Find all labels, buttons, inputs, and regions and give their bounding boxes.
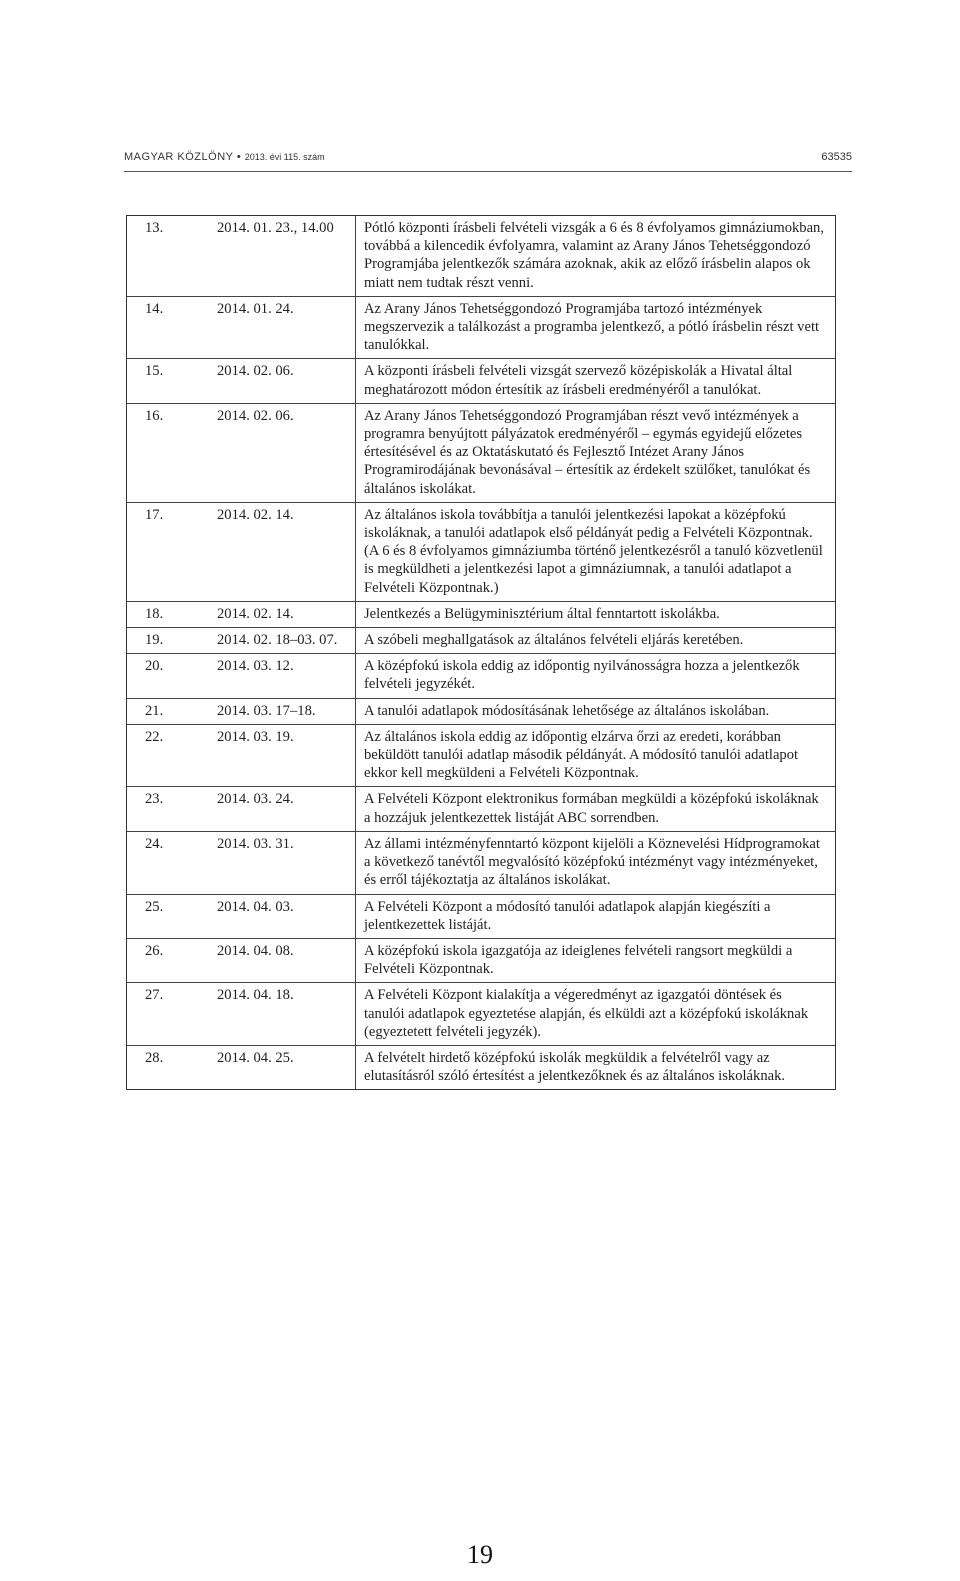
publication-info: MAGYAR KÖZLÖNY • 2013. évi 115. szám <box>124 151 325 163</box>
publication-title: MAGYAR KÖZLÖNY <box>124 151 234 163</box>
row-description: A felvételt hirdető középfokú iskolák megküldik a felvételről vagy az elutasításról szóló értesítést a jelentkezőknek és az általános iskoláknak. <box>355 1046 835 1089</box>
row-description: A központi írásbeli felvételi vizsgát szervező középiskolák a Hivatal által meghatározott módon értesítik az írásbeli eredményéről a tanulókat. <box>355 359 835 402</box>
row-date: 2014. 03. 12. <box>217 658 294 675</box>
row-date: 2014. 03. 31. <box>217 835 294 852</box>
row-description: A Felvételi Központ a módosító tanulói adatlapok alapján kiegészíti a jelentkezettek listáját. <box>355 895 835 938</box>
row-number: 20. <box>145 658 164 675</box>
row-date: 2014. 02. 18–03. 07. <box>217 632 338 649</box>
table-row <box>127 216 835 296</box>
table-row <box>127 894 835 938</box>
row-description: A középfokú iskola igazgatója az ideiglenes felvételi rangsort megküldi a Felvételi Központnak. <box>355 939 835 982</box>
row-date: 2014. 04. 03. <box>217 898 294 915</box>
row-date: 2014. 02. 14. <box>217 605 294 622</box>
row-number: 18. <box>145 605 164 622</box>
table-row <box>127 982 835 1045</box>
row-date: 2014. 02. 14. <box>217 506 294 523</box>
row-description: A szóbeli meghallgatások az általános felvételi eljárás keretében. <box>355 628 835 653</box>
row-number: 13. <box>145 220 164 236</box>
row-number: 16. <box>145 407 164 424</box>
row-date: 2014. 01. 24. <box>217 300 294 317</box>
row-number: 24. <box>145 835 164 852</box>
row-number: 27. <box>145 987 164 1004</box>
row-number: 14. <box>145 300 164 317</box>
table-row <box>127 403 835 502</box>
row-description: Pótló központi írásbeli felvételi vizsgák a 6 és 8 évfolyamos gimnáziumokban, továbbá a kilencedik évfolyamra, valamint az Arany János Tehetséggondozó Programjába jelentkezők számára azoknak, akik az előző írásbelin alapos ok miatt nem tudtak részt venni. <box>355 216 835 296</box>
table-row <box>127 601 835 627</box>
document-page-number: 19 <box>467 1540 493 1569</box>
row-description: Az Arany János Tehetséggondozó Programjában részt vevő intézmények a programra benyújtott pályázatok eredményéről – egymás egyidejű előzetes értesítésével és az Oktatáskutató és Fejlesztő Intézet Arany János Programirodájának bevonásával – értesítik az érdekelt szülőket, tanulókat és általános iskolákat. <box>355 404 835 502</box>
table-row <box>127 502 835 601</box>
table-row <box>127 1045 835 1089</box>
issue-label: 2013. évi 115. szám <box>244 152 325 162</box>
table-row <box>127 296 835 359</box>
row-number: 17. <box>145 506 164 523</box>
table-row <box>127 627 835 653</box>
table-row <box>127 358 835 402</box>
row-date: 2014. 03. 24. <box>217 791 294 808</box>
row-number: 21. <box>145 702 164 719</box>
row-number: 15. <box>145 363 164 380</box>
row-description: A Felvételi Központ kialakítja a végeredményt az igazgatói döntések és tanulói adatlapok egyeztetése alapján, és elküldi azt a középfokú iskoláknak (egyeztetett felvételi jegyzék). <box>355 983 835 1045</box>
row-description: Az általános iskola eddig az időpontig elzárva őrzi az eredeti, korábban beküldött tanulói adatlap második példányát. A módosító tanulói adatlapot ekkor kell megküldeni a Felvételi Központnak. <box>355 725 835 787</box>
gazette-page-number: 63535 <box>821 151 852 163</box>
row-number: 25. <box>145 898 164 915</box>
row-number: 23. <box>145 791 164 808</box>
schedule-table <box>126 215 836 1090</box>
row-number: 22. <box>145 728 164 745</box>
row-number: 19. <box>145 632 164 649</box>
row-date: 2014. 04. 08. <box>217 942 294 959</box>
row-description: Jelentkezés a Belügyminisztérium által fenntartott iskolákba. <box>355 602 835 627</box>
table-row <box>127 831 835 894</box>
table-row <box>127 786 835 830</box>
row-description: A középfokú iskola eddig az időpontig nyilvánosságra hozza a jelentkezők felvételi jegyzékét. <box>355 654 835 697</box>
row-date: 2014. 01. 23., 14.00 <box>217 220 334 236</box>
row-number: 26. <box>145 942 164 959</box>
table-row <box>127 938 835 982</box>
page-header <box>124 151 852 172</box>
table-row <box>127 724 835 787</box>
row-description: Az állami intézményfenntartó központ kijelöli a Köznevelési Hídprogramokat a következő tanévtől megvalósító középfokú intézményt vagy intézményeket, és erről tájékoztatja az általános iskolákat. <box>355 832 835 894</box>
row-date: 2014. 03. 19. <box>217 728 294 745</box>
table-row <box>127 653 835 697</box>
row-date: 2014. 02. 06. <box>217 407 294 424</box>
row-description: Az általános iskola továbbítja a tanulói jelentkezési lapokat a középfokú iskoláknak, a tanulói adatlapok első példányát pedig a Felvételi Központnak. (A 6 és 8 évfolyamos gimnáziumba történő jelentkezésről a tanuló közvetlenül is megküldheti a jelentkezési lapot a gimnáziumnak, a tanulói adatlapot a Felvételi Központnak.) <box>355 503 835 601</box>
table-row <box>127 698 835 724</box>
row-date: 2014. 04. 25. <box>217 1049 294 1066</box>
row-date: 2014. 02. 06. <box>217 363 294 380</box>
row-description: A tanulói adatlapok módosításának lehetősége az általános iskolában. <box>355 699 835 724</box>
row-description: A Felvételi Központ elektronikus formában megküldi a középfokú iskoláknak a hozzájuk jelentkezettek listáját ABC sorrendben. <box>355 787 835 830</box>
row-number: 28. <box>145 1049 164 1066</box>
row-date: 2014. 04. 18. <box>217 987 294 1004</box>
row-description: Az Arany János Tehetséggondozó Programjába tartozó intézmények megszervezik a találkozást a programba jelentkező, a pótló írásbelin részt vett tanulókkal. <box>355 297 835 359</box>
row-date: 2014. 03. 17–18. <box>217 702 316 719</box>
